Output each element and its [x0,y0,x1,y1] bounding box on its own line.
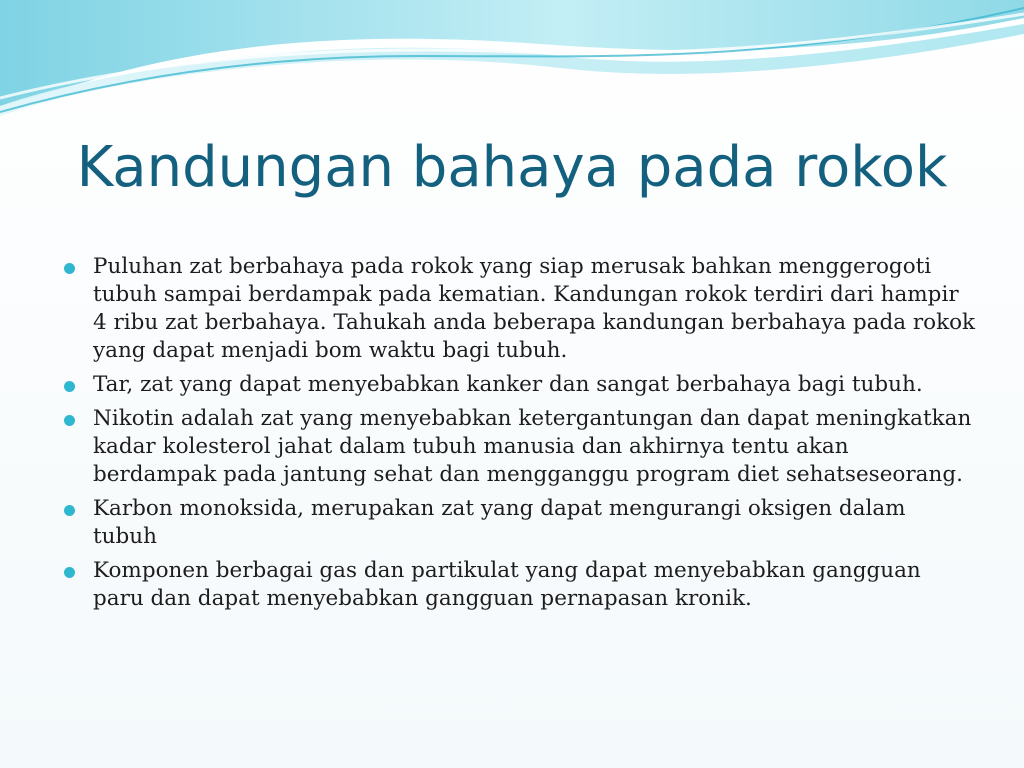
bullet-dot-icon [64,567,75,578]
bullet-item [64,495,976,551]
bullet-item [64,253,976,365]
header-wave-decoration [0,0,1024,130]
bullet-text: Komponen berbagai gas dan partikulat yang dapat menyebabkan gangguan paru dan dapat menyebabkan gangguan pernapasan kronik. [93,558,921,611]
slide-title: Kandungan bahaya pada rokok [76,135,948,200]
bullet-dot-icon [64,381,75,392]
bullet-item [64,405,976,489]
bullet-item [64,371,976,399]
bullet-text: Tar, zat yang dapat menyebabkan kanker dan sangat berbahaya bagi tubuh. [93,372,923,397]
bullet-list [64,253,976,619]
bullet-dot-icon [64,263,75,274]
bullet-text: Karbon monoksida, merupakan zat yang dapat mengurangi oksigen dalam tubuh [93,496,906,549]
bullet-text: Nikotin adalah zat yang menyebabkan ketergantungan dan dapat meningkatkan kadar kolesterol jahat dalam tubuh manusia dan akhirnya tentu akan berdampak pada jantung sehat dan mengganggu program diet sehatseseorang. [93,406,972,487]
bullet-text: Puluhan zat berbahaya pada rokok yang siap merusak bahkan menggerogoti tubuh sampai berdampak pada kematian. Kandungan rokok terdiri dari hampir 4 ribu zat berbahaya. Tahukah anda beberapa kandungan berbahaya pada rokok yang dapat menjadi bom waktu bagi tubuh. [93,254,976,363]
bullet-dot-icon [64,415,75,426]
bullet-dot-icon [64,505,75,516]
bullet-item [64,557,976,613]
